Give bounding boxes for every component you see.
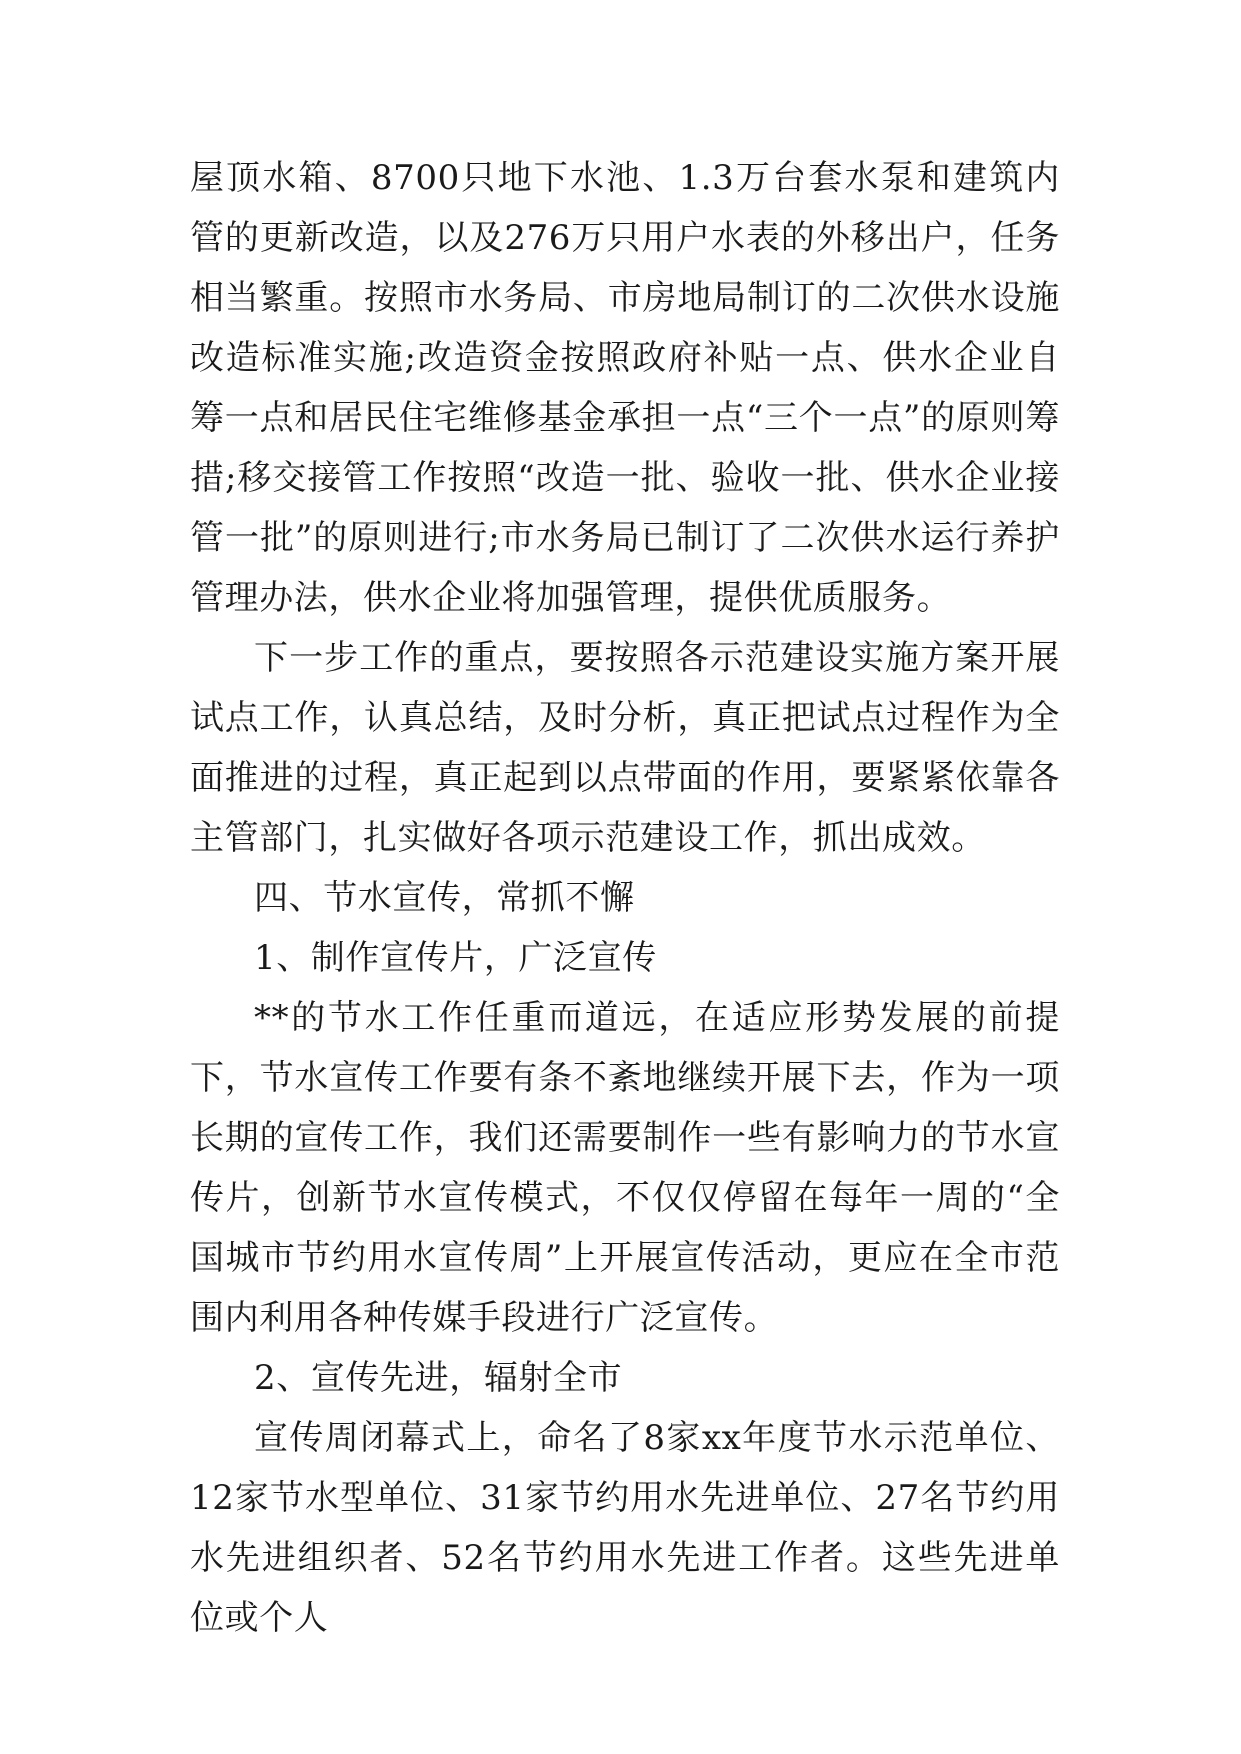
paragraph-promo-film: **的节水工作任重而道远，在适应形势发展的前提下，节水宣传工作要有条不紊地继续开展下去，作为一项长期的宣传工作，我们还需要制作一些有影响力的节水宣传片，创新节水宣传模式，不仅仅停留在每年一周的“全国城市节约用水宣传周”上开展宣传活动，更应在全市范围内利用各种传媒手段进行广泛宣传。 xyxy=(190,998,1060,1338)
document-body xyxy=(190,148,1060,1648)
paragraph-next-steps: 下一步工作的重点，要按照各示范建设实施方案开展试点工作，认真总结，及时分析，真正把试点过程作为全面推进的过程，真正起到以点带面的作用，要紧紧依靠各主管部门，扎实做好各项示范建设工作，抓出成效。 xyxy=(190,638,1060,858)
subheading-1: 1、制作宣传片，广泛宣传 xyxy=(254,938,657,978)
paragraph-continuation: 屋顶水箱、8700只地下水池、1.3万台套水泵和建筑内管的更新改造，以及276万只用户水表的外移出户，任务相当繁重。按照市水务局、市房地局制订的二次供水设施改造标准实施;改造资金按照政府补贴一点、供水企业自筹一点和居民住宅维修基金承担一点“三个一点”的原则筹措;移交接管工作按照“改造一批、验收一批、供水企业接管一批”的原则进行;市水务局已制订了二次供水运行养护管理办法，供水企业将加强管理，提供优质服务。 xyxy=(190,158,1060,618)
subheading-2: 2、宣传先进，辐射全市 xyxy=(254,1358,623,1398)
paragraph-awards: 宣传周闭幕式上，命名了8家xx年度节水示范单位、12家节水型单位、31家节约用水先进单位、27名节约用水先进组织者、52名节约用水先进工作者。这些先进单位或个人 xyxy=(190,1418,1060,1638)
section-heading-4: 四、节水宣传，常抓不懈 xyxy=(254,878,635,918)
